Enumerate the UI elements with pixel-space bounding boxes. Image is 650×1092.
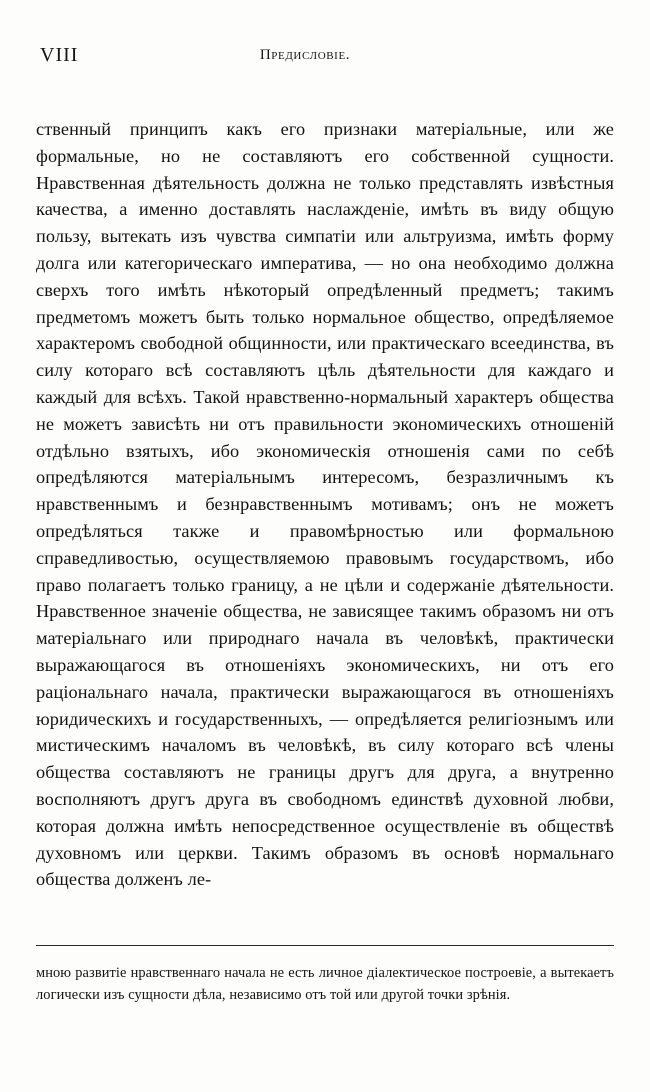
running-title: Предисловіе.	[259, 47, 351, 63]
footnote-block	[36, 963, 614, 1007]
footnote-separator	[36, 945, 614, 946]
body-paragraph: ственный принципъ какъ его признаки матеріальные, или же формальные, но не составляютъ его собственной сущности. Нравственная дѣятельность должна не только представлять извѣстныя качества, а именно доставлять наслажденіе, имѣть въ виду общую пользу, вытекать изъ чувства симпатіи или альтруизма, имѣть форму долга или категорическаго императива, — но она необходимо должна сверхъ того имѣть нѣкоторый опредѣленный предметъ; такимъ предметомъ можетъ быть только нормальное общество, опредѣляемое характеромъ свободной общинности, или практическаго всеединства, въ силу котораго всѣ составляютъ цѣль дѣятельности для каждаго и каждый для всѣхъ. Такой нравственно-нормальный характеръ общества не можетъ зависѣть ни отъ правильности экономическихъ отношеній отдѣльно взятыхъ, ибо экономическія отношенія сами по себѣ опредѣляются матеріальнымъ интересомъ, безразличнымъ къ нравственнымъ и безнравственнымъ мотивамъ; онъ не можетъ опредѣляться также и правомѣрностью или формальною справедливостью, осуществляемою правовымъ государствомъ, ибо право полагаетъ только границу, а не цѣли и содержаніе дѣятельности. Нравственное значеніе общества, не зависящее такимъ образомъ ни отъ матеріальнаго или природнаго начала въ человѣкѣ, практически выражающагося въ отношеніяхъ экономическихъ, ни отъ его раціональнаго начала, практически выражающагося въ отношеніяхъ юридическихъ и государственныхъ, — опредѣляется религіознымъ или мистическимъ началомъ въ человѣкѣ, въ силу котораго всѣ члены общества составляютъ не границы другъ для друга, а внутренно восполняютъ другъ друга въ свободномъ единствѣ духовной любви, которая должна имѣть непосредственное осуществленіе въ обществѣ духовномъ или церкви. Такимъ образомъ въ основѣ нормальнаго общества долженъ ле-	[36, 119, 614, 890]
body-text	[36, 116, 614, 893]
footnote-text: мною развитіе нравственнаго начала не есть личное діалектическое построевіе, а вытекаетъ логически изъ сущности дѣла, независимо отъ той или другой точки зрѣнія.	[36, 965, 614, 1003]
page-header	[36, 44, 614, 90]
page-number: VIII	[40, 44, 79, 66]
